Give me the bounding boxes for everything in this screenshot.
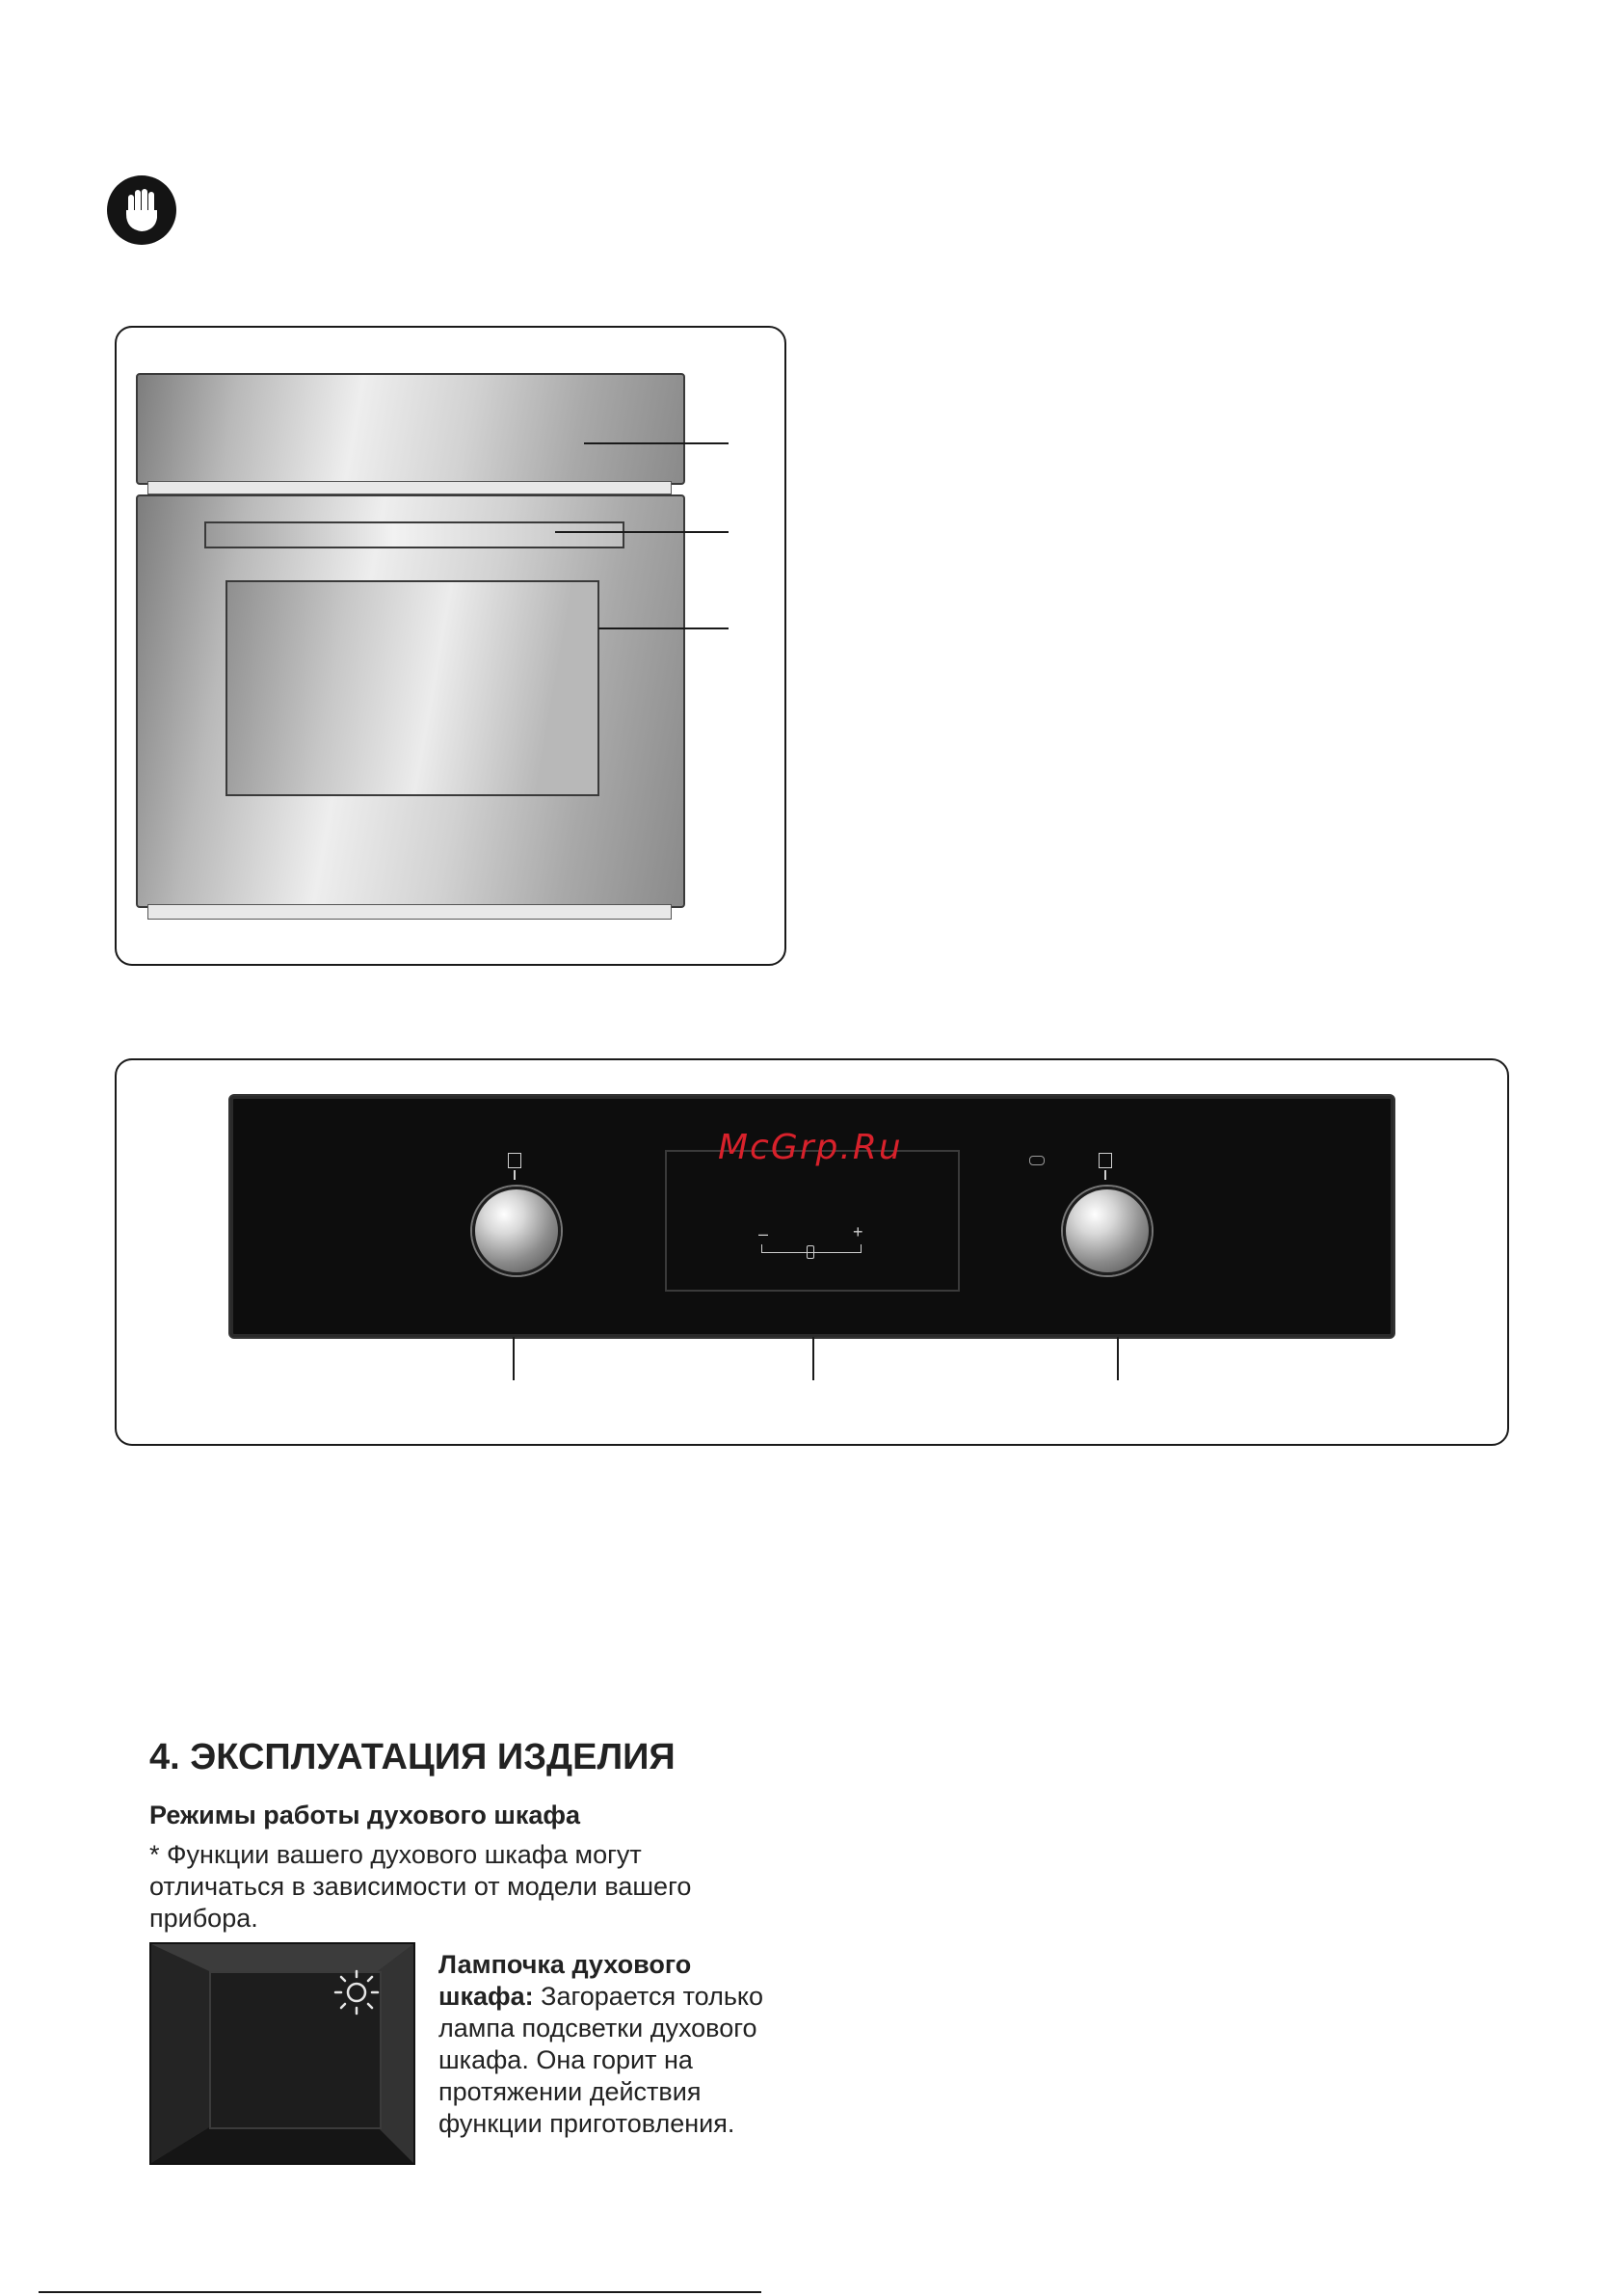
oven-strip-trim bbox=[147, 481, 672, 494]
watermark: McGrp.Ru bbox=[718, 1128, 903, 1167]
timer-display bbox=[665, 1150, 960, 1292]
oven-door-window bbox=[225, 580, 599, 796]
function-knob-icon bbox=[508, 1153, 521, 1168]
lamp-mode-text: Загорается только лампа подсветки духового шкафа. Она горит на протяжении действия функции приготовления. bbox=[438, 1982, 764, 2138]
lamp-mode-image bbox=[149, 1942, 415, 2165]
callout-line-function-knob bbox=[513, 1337, 515, 1380]
callout-line-display bbox=[812, 1337, 814, 1380]
lamp-icon bbox=[330, 1965, 384, 2019]
section-title: 4. ЭКСПЛУАТАЦИЯ ИЗДЕЛИЯ bbox=[149, 1737, 676, 1777]
callout-line-handle bbox=[555, 531, 729, 533]
function-knob-marker bbox=[514, 1170, 516, 1180]
temperature-knob-marker bbox=[1104, 1170, 1106, 1180]
callout-line-temperature-knob bbox=[1117, 1337, 1119, 1380]
model-note: * Функции вашего духового шкафа могут отличаться в зависимости от модели вашего прибора. bbox=[149, 1840, 692, 1933]
minus-button[interactable]: – bbox=[758, 1224, 769, 1243]
hand-stop-icon bbox=[107, 175, 176, 245]
temperature-knob-icon bbox=[1099, 1153, 1112, 1168]
callout-line-door bbox=[598, 627, 729, 629]
plus-button[interactable]: + bbox=[853, 1222, 863, 1241]
subsection-title: Режимы работы духового шкафа bbox=[149, 1801, 581, 1829]
indicator-light bbox=[1029, 1156, 1045, 1165]
function-knob[interactable] bbox=[472, 1187, 561, 1275]
lamp-mode-term: Лампочка духового шкафа: bbox=[438, 1950, 692, 2011]
oven-door-trim bbox=[147, 904, 672, 920]
lamp-mode-description bbox=[438, 1949, 776, 2140]
callout-line-control-strip bbox=[584, 442, 729, 444]
oven-control-strip bbox=[136, 373, 685, 485]
temperature-knob[interactable] bbox=[1063, 1187, 1152, 1275]
oven-front-figure bbox=[115, 326, 786, 966]
clock-icon bbox=[807, 1245, 814, 1259]
footer-rule bbox=[39, 2291, 761, 2293]
oven-door-handle bbox=[204, 521, 624, 548]
